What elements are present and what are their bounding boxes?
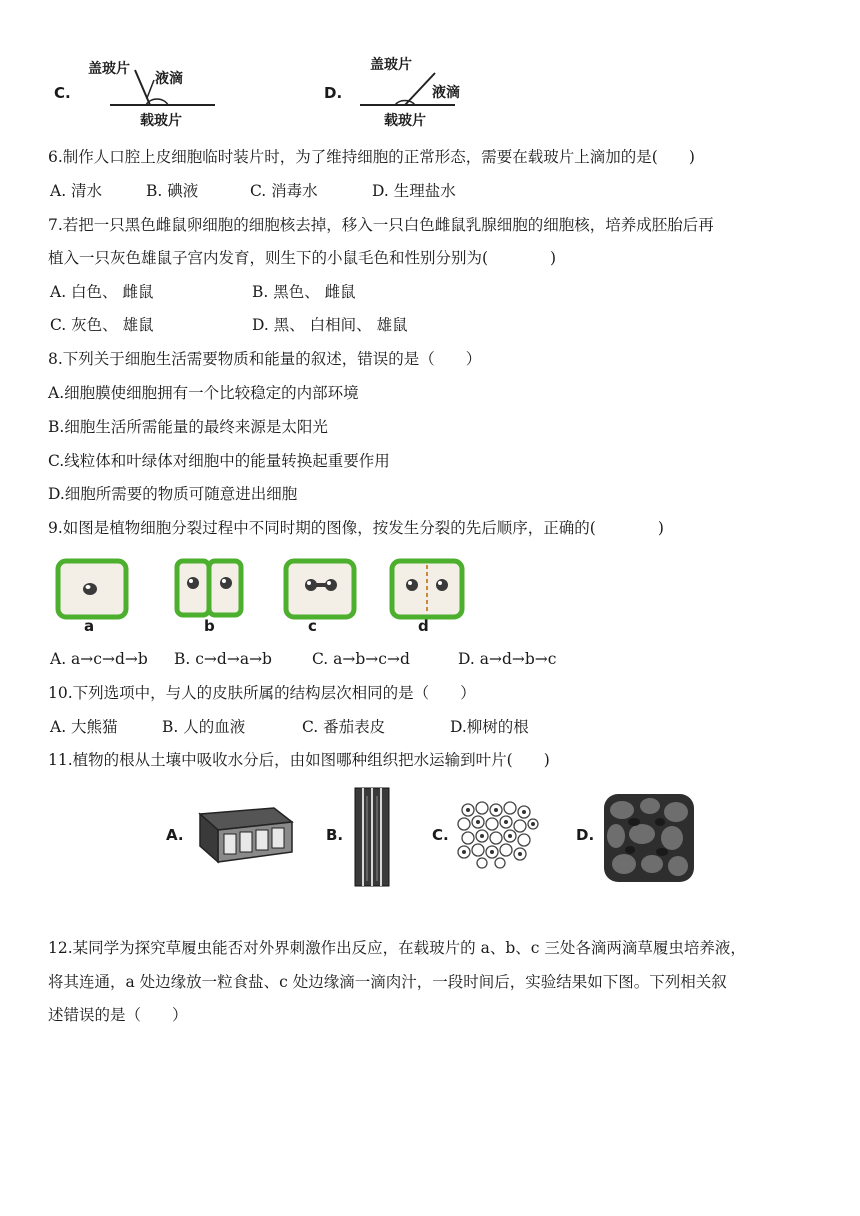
question-6-stem: 6.制作人口腔上皮细胞临时装片时，为了维持细胞的正常形态，需要在载玻片上滴加的是( ) — [48, 148, 695, 166]
cell-c — [286, 561, 354, 617]
tissue-label-b: B. — [326, 826, 344, 844]
slide-label: 载玻片 — [384, 113, 426, 129]
q8-option-a[interactable]: A.细胞膜使细胞拥有一个比较稳定的内部环境 — [48, 384, 359, 402]
q6-option-d[interactable]: D. 生理盐水 — [372, 182, 456, 200]
cover-slip-label: 盖玻片 — [88, 61, 130, 77]
tissue-b-image — [352, 786, 392, 888]
q7-option-a[interactable]: A. 白色、 雌鼠 — [50, 283, 154, 301]
cell-division-figure — [50, 555, 480, 625]
q8-option-d[interactable]: D.细胞所需要的物质可随意进出细胞 — [48, 485, 298, 503]
q7-option-b[interactable]: B. 黑色、 雌鼠 — [252, 283, 356, 301]
q6-option-b[interactable]: B. 碘液 — [146, 182, 199, 200]
q10-option-a[interactable]: A. 大熊猫 — [50, 718, 118, 736]
question-12-line3: 述错误的是（ ） — [48, 1006, 188, 1024]
q6-option-a[interactable]: A. 清水 — [50, 182, 103, 200]
cell-label-b: b — [204, 617, 215, 635]
question-10-stem: 10.下列选项中，与人的皮肤所属的结构层次相同的是（ ） — [48, 684, 476, 702]
drop-label: 液滴 — [155, 71, 183, 87]
tissue-label-d: D. — [576, 826, 595, 844]
q8-option-b[interactable]: B.细胞生活所需能量的最终来源是太阳光 — [48, 418, 328, 436]
q10-option-d[interactable]: D.柳树的根 — [450, 718, 529, 736]
question-8-stem: 8.下列关于细胞生活需要物质和能量的叙述，错误的是（ ） — [48, 350, 482, 368]
slide-diagram-c — [100, 58, 220, 113]
q8-option-c[interactable]: C.线粒体和叶绿体对细胞中的能量转换起重要作用 — [48, 452, 390, 470]
q10-option-c[interactable]: C. 番茄表皮 — [302, 718, 386, 736]
question-12-line1: 12.某同学为探究草履虫能否对外界刺激作出反应，在载玻片的 a、b、c 三处各滴两滴草履虫培养液， — [48, 939, 746, 957]
tissue-label-c: C. — [432, 826, 449, 844]
q7-option-d[interactable]: D. 黑、 白相间、 雄鼠 — [252, 316, 408, 334]
q9-option-a[interactable]: A. a→c→d→b — [50, 650, 148, 668]
q6-option-c[interactable]: C. 消毒水 — [250, 182, 318, 200]
cell-a — [58, 561, 126, 617]
q10-option-b[interactable]: B. 人的血液 — [162, 718, 246, 736]
cell-b — [177, 561, 241, 615]
question-11-stem: 11.植物的根从土壤中吸收水分后，由如图哪种组织把水运输到叶片( ) — [48, 751, 550, 769]
slide-diagram-d — [355, 58, 475, 113]
drop-label: 液滴 — [432, 85, 460, 101]
question-7-stem-line1: 7.若把一只黑色雌鼠卵细胞的细胞核去掉，移入一只白色雌鼠乳腺细胞的细胞核，培养成胚胎后再 — [48, 216, 714, 234]
q9-option-c[interactable]: C. a→b→c→d — [312, 650, 410, 668]
slide-label: 载玻片 — [140, 113, 182, 129]
cell-label-d: d — [418, 617, 429, 635]
question-12-line2: 将其连通，a 处边缘放一粒食盐、c 处边缘滴一滴肉汁，一段时间后，实验结果如下图。下列相关叙 — [48, 973, 727, 991]
q9-option-b[interactable]: B. c→d→a→b — [174, 650, 272, 668]
q7-option-c[interactable]: C. 灰色、 雄鼠 — [50, 316, 154, 334]
figure-c-letter: C. — [54, 84, 71, 102]
tissue-label-a: A. — [166, 826, 184, 844]
figure-d-letter: D. — [324, 84, 343, 102]
cell-label-c: c — [308, 617, 317, 635]
question-9-stem: 9.如图是植物细胞分裂过程中不同时期的图像，按发生分裂的先后顺序，正确的( ) — [48, 519, 664, 537]
tissue-d-image — [602, 792, 696, 884]
cell-d — [392, 561, 462, 617]
tissue-c-image — [456, 800, 540, 870]
cover-slip-label: 盖玻片 — [370, 57, 412, 73]
q9-option-d[interactable]: D. a→d→b→c — [458, 650, 557, 668]
question-7-stem-line2: 植入一只灰色雄鼠子宫内发育，则生下的小鼠毛色和性别分别为( ) — [48, 249, 557, 267]
cell-label-a: a — [84, 617, 95, 635]
tissue-a-image — [196, 804, 296, 868]
